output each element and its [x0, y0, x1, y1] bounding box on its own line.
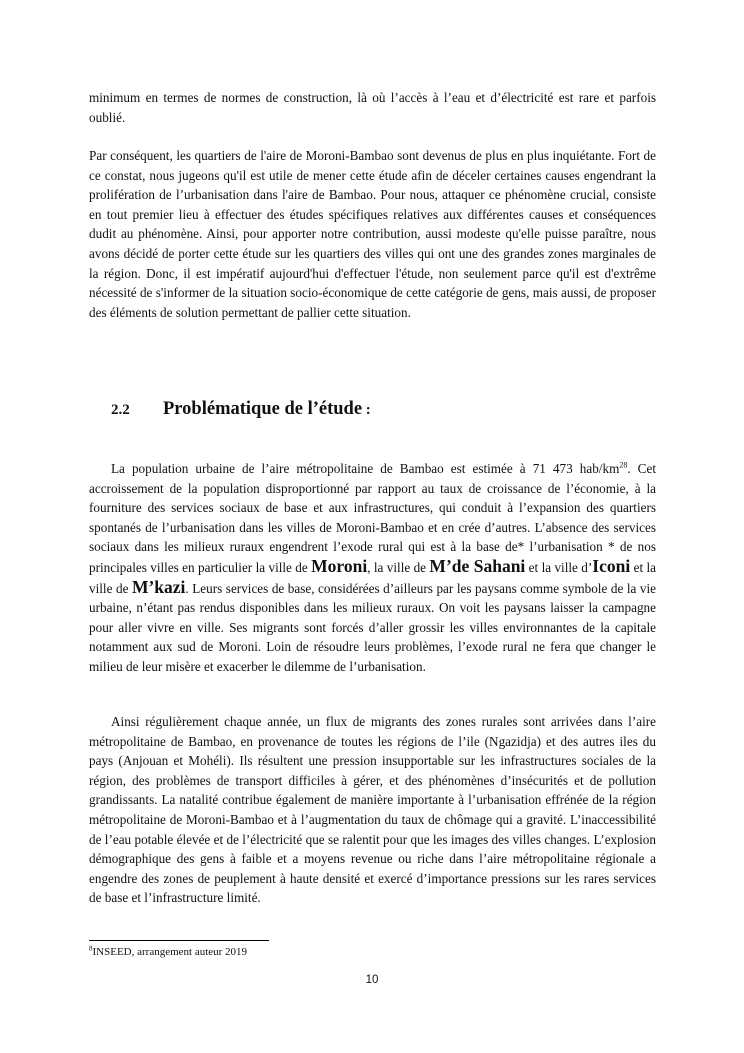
paragraph-3-part-e: . Leurs services de base, considérées d’ailleurs par les paysans comme symbole de la vie urbaine, n’étant pas rendus disponibles dans les milieux ruraux. On voit les paysans laisser la campagne pour aller vivre en ville. Ses migrants sont forcés d’aller grossir les villes environnantes de la capitale notamment aux sud de Moroni. Loin de résoudre leurs problèmes, l’exode rural ne fera que changer le milieu de leur misère et exacerber le dilemme de l’urbanisation. — [89, 580, 656, 674]
footnote-marker: 8 — [89, 944, 93, 953]
body-paragraph-2: Par conséquent, les quartiers de l'aire de Moroni-Bambao sont devenus de plus en plus inquiétante. Fort de ce constat, nous jugeons qu'il est utile de mener cette étude afin de déceler certaines causes engendrant la prolifération de l’urbanisation dans l'aire de Bambao. Pour nous, attaquer ce phénomène crucial, consiste en tout premier lieu à effectuer des études spécifiques relatives aux différentes causes et conséquences dudit au phénomène. Ainsi, pour apporter notre contribution, aussi modeste qu'elle puisse paraître, nous avons décidé de porter cette étude sur les quartiers des villes qui ont une des grandes zones marginales de la région. Donc, il est impératif aujourd'hui d'effectuer l'étude, non seulement parce qu'il est d'extrême nécessité de s'informer de la situation socio-économique de cette catégorie de gens, mais aussi, de proposer des éléments de solution permettant de pallier cette situation. — [89, 148, 656, 320]
body-paragraph-3 — [89, 459, 656, 677]
section-title-suffix: : — [362, 402, 371, 418]
paragraph-3-intro: La population urbaine de l’aire métropolitaine de Bambao est estimée à 71 473 hab/km — [111, 461, 620, 476]
body-paragraph-4: Ainsi régulièrement chaque année, un flux de migrants des zones rurales sont arrivées dans l’aire métropolitaine de Bambao, en provenance de toutes les régions de l’ile (Ngazidja) et des autres iles du pays (Anjouan et Mohéli). Ils résultent une pression insupportable sur les infrastructures sociales de la région, des problèmes de transport difficiles à gérer, et des phénomènes d’insécurités et de pollution grandissants. La natalité contribue également de manière importante à l’urbanisation effrénée de la région métropolitaine de Moroni-Bambao et à l’augmentation du taux de chômage qui a gravité. L’inaccessibilité de l’eau potable élevée et de l’électricité que se ralentit pour que les images des villes changes. L’explosion démographique des gens à faible et a moyens revenue ou riche dans l’aire métropolitaine régionale a engendre des zones de peuplement à haute densité et exercé d’importance pressions sur les rares services de base et l’infrastructure limité. — [89, 714, 656, 906]
page-number: 10 — [365, 974, 379, 986]
paragraph-3-part-d: et la ville de — [89, 559, 657, 596]
city-name-iconi: Iconi — [592, 555, 631, 576]
paragraph-3-part-b: , la ville de — [367, 559, 430, 575]
body-paragraph-1: minimum en termes de normes de construction, là où l’accès à l’eau et d’électricité est rare et parfois oublié. — [89, 90, 656, 125]
footnote — [89, 946, 247, 958]
paragraph-3-part-a: . Cet accroissement de la population disproportionné par rapport au taux de croissance de l’économie, à la fourniture des services sociaux de base et aux infrastructures, qui conduit à l’expansion des quartiers spontanés de l’urbanisation dans les villes de Moroni-Bambao et en crée d’autres. L’absence des services sociaux dans les milieux ruraux engendrent l’exode rural qui est à la base de* l’urbanisation * de nos principales villes en particulier la ville de — [89, 461, 656, 575]
section-number: 2.2 — [111, 402, 130, 418]
city-name-moroni: Moroni — [311, 555, 368, 576]
footnote-reference: 28 — [619, 460, 628, 470]
city-name-mde-sahani: M’de Sahani — [429, 555, 526, 576]
footnote-separator — [89, 940, 269, 941]
section-heading — [111, 399, 371, 420]
city-name-mkazi: M’kazi — [131, 576, 186, 597]
paragraph-3-part-c: et la ville d’ — [525, 559, 593, 575]
footnote-text: INSEED, arrangement auteur 2019 — [92, 946, 248, 958]
section-title: Problématique de l’étude — [163, 399, 363, 419]
